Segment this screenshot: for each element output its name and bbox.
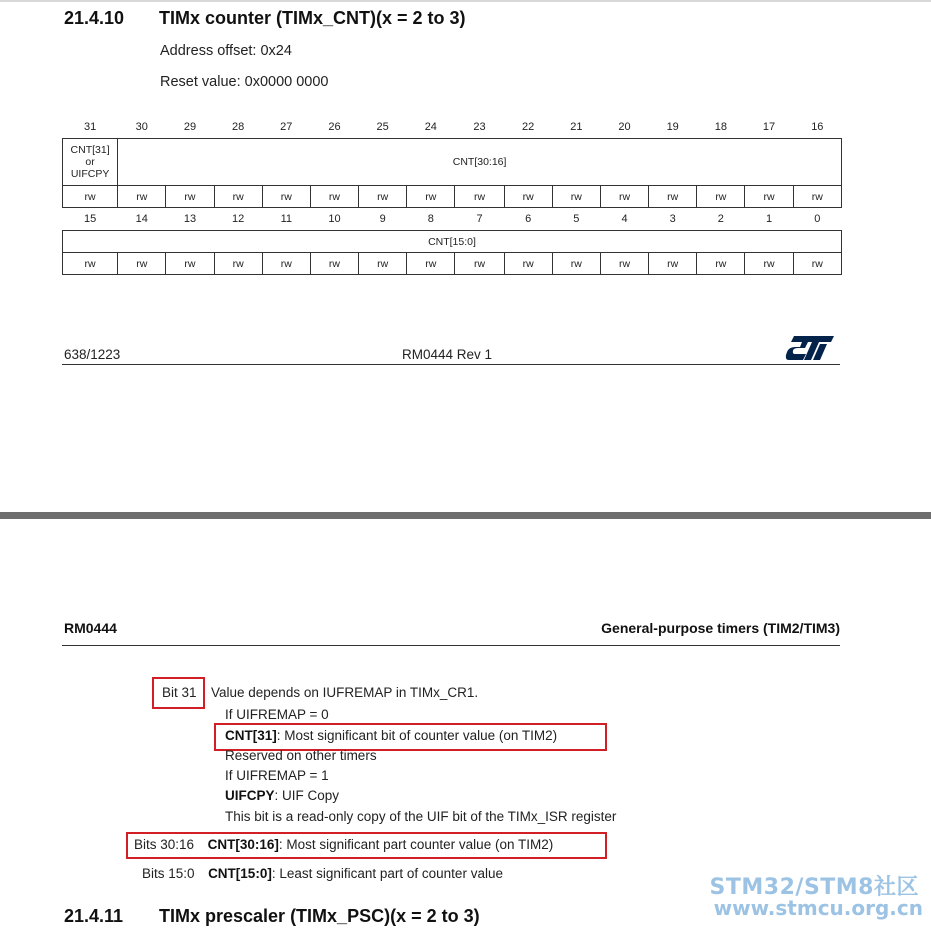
bit-number: 28 <box>232 121 245 133</box>
access-cell: rw <box>63 186 118 208</box>
bit-number: 3 <box>669 213 676 225</box>
access-cell: rw <box>649 253 697 275</box>
bit31-line-uifremap1: If UIFREMAP = 1 <box>225 768 329 783</box>
access-cell: rw <box>793 186 841 208</box>
bit-number: 18 <box>714 121 727 133</box>
bit-number: 22 <box>522 121 535 133</box>
bit-number: 10 <box>328 213 341 225</box>
access-cell: rw <box>359 253 407 275</box>
footer-rule <box>62 364 840 365</box>
bit31-line-uifremap0: If UIFREMAP = 0 <box>225 707 329 722</box>
footer-page-number: 638/1223 <box>64 347 121 362</box>
bit-number: 20 <box>618 121 631 133</box>
access-cell: rw <box>745 253 793 275</box>
access-cell: rw <box>504 186 552 208</box>
register-map-table <box>62 116 842 275</box>
access-cell: rw <box>407 253 455 275</box>
bit-number: 11 <box>280 213 293 225</box>
access-cell: rw <box>745 186 793 208</box>
bit-number: 9 <box>379 213 386 225</box>
bit-number: 1 <box>765 213 773 225</box>
bit-number: 26 <box>328 121 341 133</box>
bit-number: 17 <box>762 121 776 133</box>
bit-number: 21 <box>570 121 583 133</box>
bit-number: 19 <box>666 121 679 133</box>
address-offset: Address offset: 0x24 <box>160 43 292 59</box>
bit-number: 27 <box>280 121 293 133</box>
lower-bit-numbers-row <box>63 208 842 231</box>
access-cell: rw <box>118 186 166 208</box>
next-section-title: TIMx prescaler (TIMx_PSC)(x = 2 to 3) <box>159 906 480 926</box>
access-cell: rw <box>310 186 358 208</box>
bit-number: 29 <box>183 121 197 133</box>
access-cell: rw <box>262 253 310 275</box>
upper-access-row <box>63 186 842 208</box>
bits15-0-row <box>142 866 503 881</box>
footer-doc-revision: RM0444 Rev 1 <box>402 347 493 362</box>
uifcpy-field-desc: : UIF Copy <box>274 788 340 803</box>
section-number: 21.4.10 <box>64 8 125 28</box>
access-cell: rw <box>166 186 214 208</box>
uifcpy-field-name: UIFCPY <box>225 788 275 803</box>
lower-access-row <box>63 253 842 275</box>
upper-field-row <box>63 139 842 186</box>
bits15-0-label: Bits 15:0 <box>142 866 195 881</box>
access-cell: rw <box>214 186 262 208</box>
bit31-field-line: or <box>85 156 95 168</box>
bits15-0-field-name: CNT[15:0] <box>208 866 272 881</box>
bit-number: 7 <box>476 213 483 225</box>
access-cell: rw <box>552 186 600 208</box>
upper-bit-numbers-row <box>63 116 842 139</box>
bits30-16-highlight <box>126 832 607 859</box>
header-doc-id: RM0444 <box>64 620 117 636</box>
bit-number: 5 <box>573 213 580 225</box>
watermark-line1: STM32/STM8社区 <box>709 875 919 900</box>
header-rule <box>62 645 840 646</box>
access-cell: rw <box>359 186 407 208</box>
bit-number: 8 <box>427 213 434 225</box>
access-cell: rw <box>504 253 552 275</box>
bit31-field-line: CNT[31] <box>70 144 110 156</box>
page-separator <box>0 512 931 519</box>
access-cell: rw <box>407 186 455 208</box>
page-bottom <box>0 519 931 929</box>
bit-number: 31 <box>83 121 97 133</box>
bit-number: 24 <box>424 121 437 133</box>
next-section-heading <box>64 906 480 927</box>
bit-number: 15 <box>83 213 97 225</box>
lower-field-row <box>63 231 842 253</box>
bit-number: 13 <box>183 213 197 225</box>
page-top-edge <box>0 0 931 2</box>
bit31-field-cell <box>63 139 118 186</box>
access-cell: rw <box>600 186 648 208</box>
bit-number: 6 <box>525 213 532 225</box>
bit31-field-line: UIFCPY <box>70 168 110 180</box>
access-cell: rw <box>63 253 118 275</box>
st-logo-icon <box>784 334 836 362</box>
bit31-line-readonly: This bit is a read-only copy of the UIF bit of the TIMx_ISR register <box>225 809 617 824</box>
cnt31-field-desc: : Most significant bit of counter value (on TIM2) <box>276 728 558 743</box>
reset-value: Reset value: 0x0000 0000 <box>160 74 329 90</box>
next-section-number: 21.4.11 <box>64 906 124 926</box>
access-cell: rw <box>697 186 745 208</box>
access-cell: rw <box>118 253 166 275</box>
access-cell: rw <box>552 253 600 275</box>
access-cell: rw <box>793 253 841 275</box>
bit-number: 16 <box>811 121 824 133</box>
bit31-label: Bit 31 <box>162 685 197 700</box>
bit-number: 25 <box>376 121 389 133</box>
access-cell: rw <box>214 253 262 275</box>
access-cell: rw <box>310 253 358 275</box>
cnt31-field-name: CNT[31] <box>225 728 277 743</box>
section-heading <box>64 8 466 29</box>
section-title: TIMx counter (TIMx_CNT)(x = 2 to 3) <box>159 8 466 28</box>
access-cell: rw <box>697 253 745 275</box>
bit31-line-reserved: Reserved on other timers <box>225 748 377 763</box>
bits30-16-field-desc: : Most significant part counter value (on TIM2) <box>278 837 554 852</box>
header-chapter-title: General-purpose timers (TIM2/TIM3) <box>601 620 840 636</box>
access-cell: rw <box>455 186 504 208</box>
bits30-16-field-name: CNT[30:16] <box>207 837 279 852</box>
access-cell: rw <box>166 253 214 275</box>
bit-number: 4 <box>621 213 628 225</box>
bit-number: 23 <box>473 121 486 133</box>
bit-number: 30 <box>135 121 148 133</box>
bit-number: 12 <box>232 213 245 225</box>
bit31-description: Value depends on IUFREMAP in TIMx_CR1. <box>211 685 479 700</box>
bits15-0-field-desc: : Least significant part of counter value <box>271 866 503 881</box>
access-cell: rw <box>262 186 310 208</box>
bit-number: 14 <box>135 213 148 225</box>
cnt31-highlight <box>214 723 607 751</box>
bits30-16-label: Bits 30:16 <box>134 837 195 852</box>
bit31-line-uifcpy <box>225 788 339 803</box>
st-logo <box>784 334 836 362</box>
access-cell: rw <box>600 253 648 275</box>
watermark-line2: www.stmcu.org.cn <box>713 896 923 920</box>
bit-number: 2 <box>717 213 724 225</box>
access-cell: rw <box>649 186 697 208</box>
cnt-30-16-field: CNT[30:16] <box>118 139 842 186</box>
bit31-label-highlight <box>152 677 205 709</box>
cnt-15-0-field: CNT[15:0] <box>63 231 842 253</box>
access-cell: rw <box>455 253 504 275</box>
bit-number: 0 <box>814 213 821 225</box>
